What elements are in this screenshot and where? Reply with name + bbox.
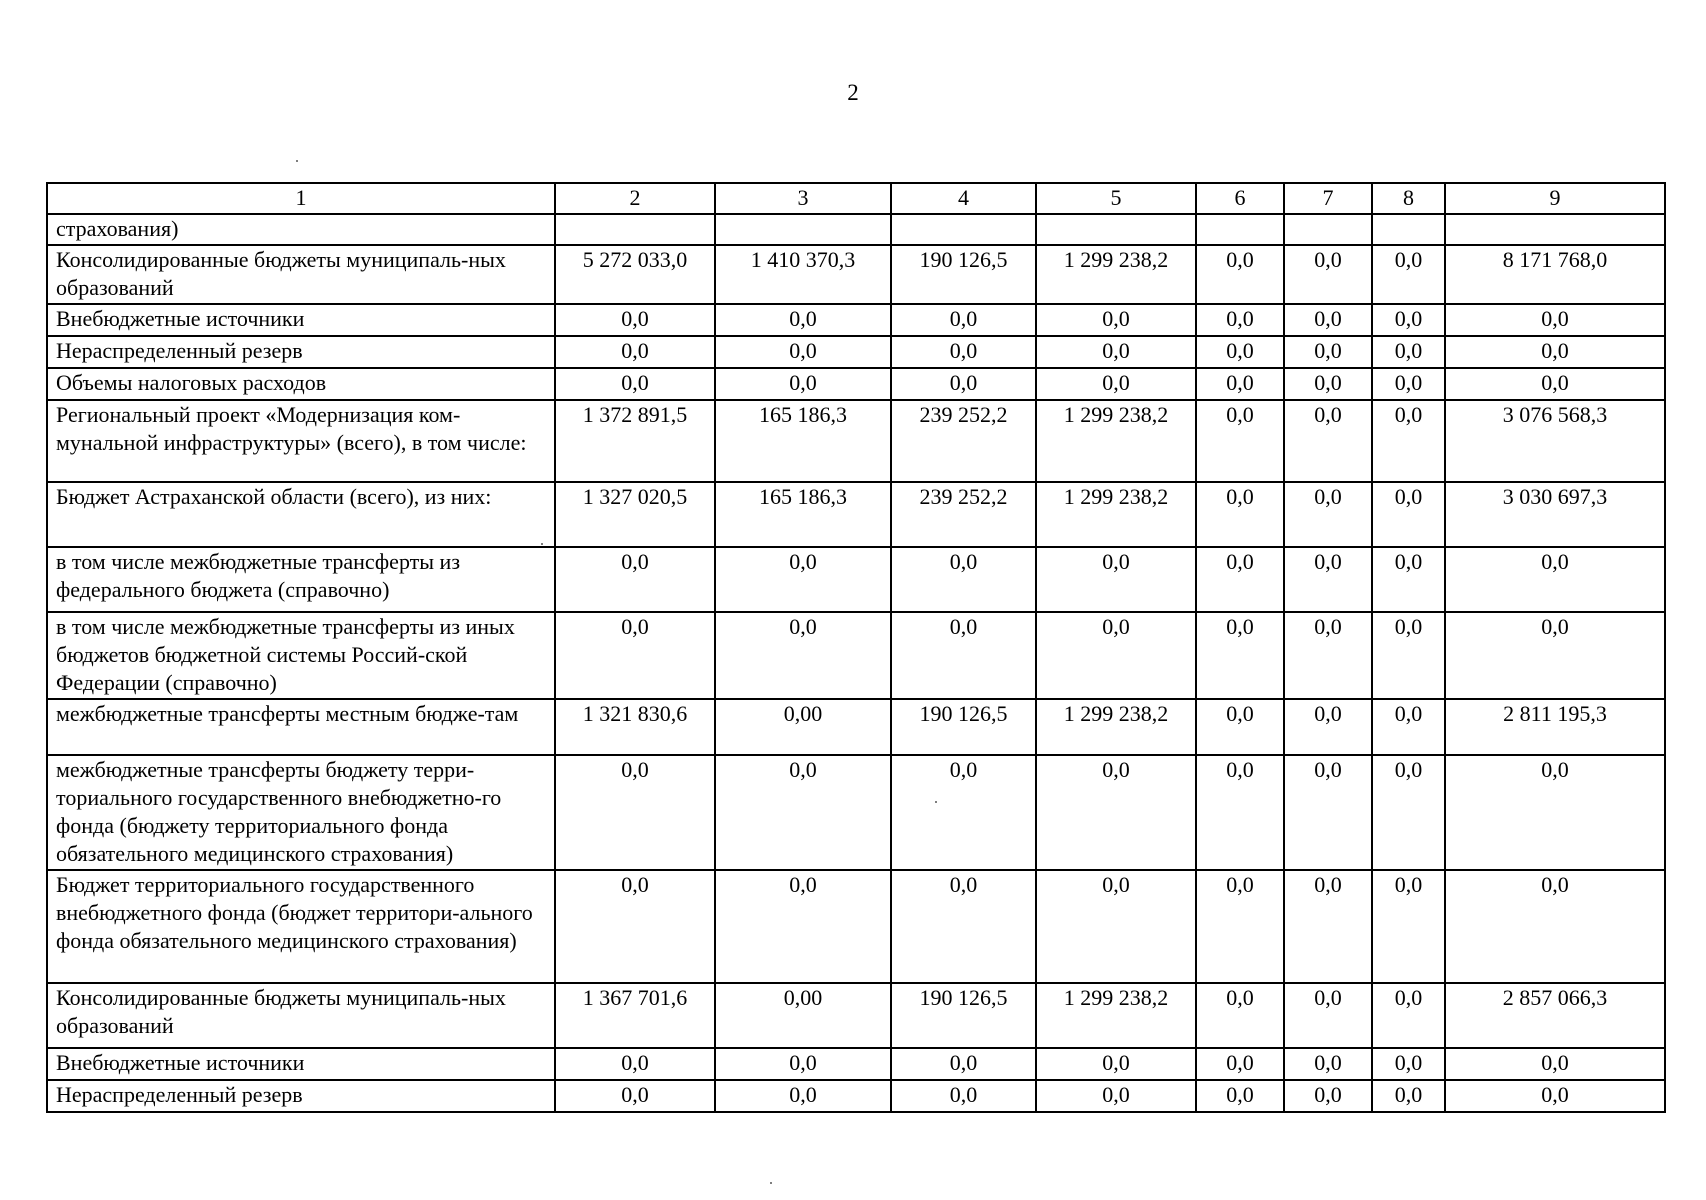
value-cell: 0,0 [555,547,715,612]
page-number: 2 [847,80,859,105]
value-cell: 0,0 [1445,304,1665,336]
value-cell [1036,214,1196,245]
value-cell: 0,0 [1372,755,1445,870]
value-cell: 1 327 020,5 [555,482,715,547]
table-row [47,336,1665,368]
column-header: 5 [1036,183,1196,214]
table-row [47,612,1665,699]
table-row [47,304,1665,336]
scan-speck [770,1182,772,1184]
value-cell: 0,00 [715,983,891,1048]
table-row [47,547,1665,612]
value-cell: 0,0 [715,612,891,699]
value-cell: 0,0 [1036,304,1196,336]
value-cell: 0,0 [715,1048,891,1080]
value-cell: 0,0 [1445,368,1665,400]
value-cell: 0,0 [1196,1080,1284,1112]
value-cell: 3 030 697,3 [1445,482,1665,547]
value-cell: 0,0 [1284,400,1372,482]
value-cell: 0,0 [1372,482,1445,547]
row-label-cell: Бюджет территориального государственного внебюджетного фонда (бюджет территори-ального фонда обязательного медицинского страхования) [47,870,555,983]
row-label-cell: Консолидированные бюджеты муниципаль-ных образований [47,245,555,304]
value-cell: 0,0 [891,870,1036,983]
value-cell [1284,214,1372,245]
value-cell: 5 272 033,0 [555,245,715,304]
value-cell: 0,0 [555,870,715,983]
row-label-cell: Объемы налоговых расходов [47,368,555,400]
value-cell: 0,0 [1372,304,1445,336]
column-header: 3 [715,183,891,214]
value-cell: 0,0 [715,304,891,336]
value-cell: 0,0 [1372,1080,1445,1112]
row-label-cell: Бюджет Астраханской области (всего), из них: [47,482,555,547]
value-cell: 239 252,2 [891,482,1036,547]
value-cell: 0,0 [1036,368,1196,400]
value-cell: 0,0 [1284,983,1372,1048]
value-cell: 1 299 238,2 [1036,482,1196,547]
value-cell: 0,0 [555,304,715,336]
column-header: 1 [47,183,555,214]
column-header: 7 [1284,183,1372,214]
value-cell: 0,0 [1284,755,1372,870]
value-cell: 0,0 [1372,400,1445,482]
table-row [47,400,1665,482]
table-row [47,214,1665,245]
column-header: 6 [1196,183,1284,214]
value-cell: 0,0 [1445,1080,1665,1112]
value-cell: 0,0 [891,368,1036,400]
value-cell: 190 126,5 [891,699,1036,755]
value-cell: 0,0 [1372,245,1445,304]
value-cell: 0,0 [1284,1048,1372,1080]
value-cell [1372,214,1445,245]
value-cell: 0,0 [1372,547,1445,612]
value-cell: 0,0 [1284,304,1372,336]
row-label-cell: в том числе межбюджетные трансферты из федерального бюджета (справочно) [47,547,555,612]
value-cell: 0,0 [1196,368,1284,400]
value-cell: 0,0 [1284,336,1372,368]
value-cell [1445,214,1665,245]
table-row [47,368,1665,400]
value-cell: 0,0 [715,1080,891,1112]
scan-speck [296,160,298,162]
row-label-cell: Внебюджетные источники [47,304,555,336]
value-cell: 0,0 [891,755,1036,870]
value-cell: 0,0 [715,336,891,368]
value-cell: 0,0 [891,1048,1036,1080]
value-cell: 0,0 [715,547,891,612]
value-cell: 0,0 [715,368,891,400]
table-row [47,983,1665,1048]
value-cell: 0,0 [715,755,891,870]
value-cell: 0,0 [1284,612,1372,699]
table-row [47,699,1665,755]
value-cell: 0,0 [1372,870,1445,983]
value-cell: 0,0 [715,870,891,983]
table-row [47,1080,1665,1112]
value-cell: 0,0 [555,336,715,368]
value-cell: 0,0 [1284,547,1372,612]
value-cell: 0,0 [1372,336,1445,368]
value-cell: 0,0 [555,368,715,400]
value-cell: 0,0 [1196,482,1284,547]
value-cell: 0,0 [555,1048,715,1080]
value-cell: 0,0 [1036,547,1196,612]
value-cell: 0,0 [1196,547,1284,612]
value-cell: 8 171 768,0 [1445,245,1665,304]
value-cell: 0,0 [1036,755,1196,870]
row-label-cell: Консолидированные бюджеты муниципаль-ных образований [47,983,555,1048]
table-row [47,755,1665,870]
value-cell: 0,0 [1284,699,1372,755]
value-cell: 3 076 568,3 [1445,400,1665,482]
value-cell: 0,0 [555,755,715,870]
value-cell: 0,0 [1196,983,1284,1048]
row-label-cell: Нераспределенный резерв [47,1080,555,1112]
value-cell: 0,0 [1036,336,1196,368]
value-cell: 165 186,3 [715,400,891,482]
value-cell: 0,0 [1036,870,1196,983]
row-label-cell: межбюджетные трансферты бюджету терри-ториального государственного внебюджетно-го фонда (бюджету территориального фонда обязательного медицинского страхования) [47,755,555,870]
value-cell: 0,0 [1445,547,1665,612]
value-cell: 0,0 [1036,612,1196,699]
value-cell: 0,0 [1196,699,1284,755]
value-cell: 0,0 [891,547,1036,612]
value-cell: 0,0 [1372,699,1445,755]
value-cell: 0,0 [1196,870,1284,983]
row-label-cell: межбюджетные трансферты местным бюдже-там [47,699,555,755]
value-cell: 0,0 [1196,304,1284,336]
value-cell: 0,0 [1284,482,1372,547]
value-cell: 0,0 [1196,755,1284,870]
value-cell [1196,214,1284,245]
value-cell: 0,0 [1372,983,1445,1048]
row-label-cell: Внебюджетные источники [47,1048,555,1080]
value-cell: 0,0 [1445,612,1665,699]
column-header: 4 [891,183,1036,214]
value-cell [555,214,715,245]
value-cell: 0,0 [891,612,1036,699]
column-header: 9 [1445,183,1665,214]
value-cell: 0,00 [715,699,891,755]
value-cell: 0,0 [1372,1048,1445,1080]
value-cell: 1 299 238,2 [1036,699,1196,755]
column-header: 2 [555,183,715,214]
value-cell: 0,0 [1284,368,1372,400]
column-header: 8 [1372,183,1445,214]
value-cell: 0,0 [1445,870,1665,983]
value-cell [891,214,1036,245]
value-cell: 0,0 [1036,1080,1196,1112]
table-row [47,245,1665,304]
value-cell: 1 299 238,2 [1036,400,1196,482]
value-cell: 239 252,2 [891,400,1036,482]
value-cell: 0,0 [1196,612,1284,699]
value-cell: 0,0 [555,1080,715,1112]
value-cell: 0,0 [555,612,715,699]
value-cell: 0,0 [1445,336,1665,368]
value-cell: 2 811 195,3 [1445,699,1665,755]
table-row [47,1048,1665,1080]
table-header-row [47,183,1665,214]
value-cell: 0,0 [1372,368,1445,400]
table-row [47,482,1665,547]
value-cell: 0,0 [1372,612,1445,699]
value-cell: 0,0 [1196,336,1284,368]
value-cell: 0,0 [1445,1048,1665,1080]
budget-table [46,182,1666,1113]
value-cell: 0,0 [1445,755,1665,870]
value-cell: 0,0 [1284,245,1372,304]
value-cell: 0,0 [891,1080,1036,1112]
value-cell: 0,0 [891,336,1036,368]
value-cell: 2 857 066,3 [1445,983,1665,1048]
value-cell: 1 299 238,2 [1036,245,1196,304]
value-cell: 1 299 238,2 [1036,983,1196,1048]
value-cell [715,214,891,245]
value-cell: 0,0 [1036,1048,1196,1080]
value-cell: 190 126,5 [891,983,1036,1048]
value-cell: 0,0 [1196,245,1284,304]
value-cell: 0,0 [891,304,1036,336]
value-cell: 165 186,3 [715,482,891,547]
value-cell: 190 126,5 [891,245,1036,304]
value-cell: 1 321 830,6 [555,699,715,755]
row-label-cell: Нераспределенный резерв [47,336,555,368]
row-label-cell: Региональный проект «Модернизация ком-мунальной инфраструктуры» (всего), в том числе: [47,400,555,482]
value-cell: 0,0 [1196,400,1284,482]
value-cell: 0,0 [1196,1048,1284,1080]
value-cell: 0,0 [1284,1080,1372,1112]
value-cell: 1 410 370,3 [715,245,891,304]
row-label-cell: страхования) [47,214,555,245]
value-cell: 1 372 891,5 [555,400,715,482]
value-cell: 0,0 [1284,870,1372,983]
table-row [47,870,1665,983]
value-cell: 1 367 701,6 [555,983,715,1048]
row-label-cell: в том числе межбюджетные трансферты из иных бюджетов бюджетной системы Россий-ской Федерации (справочно) [47,612,555,699]
